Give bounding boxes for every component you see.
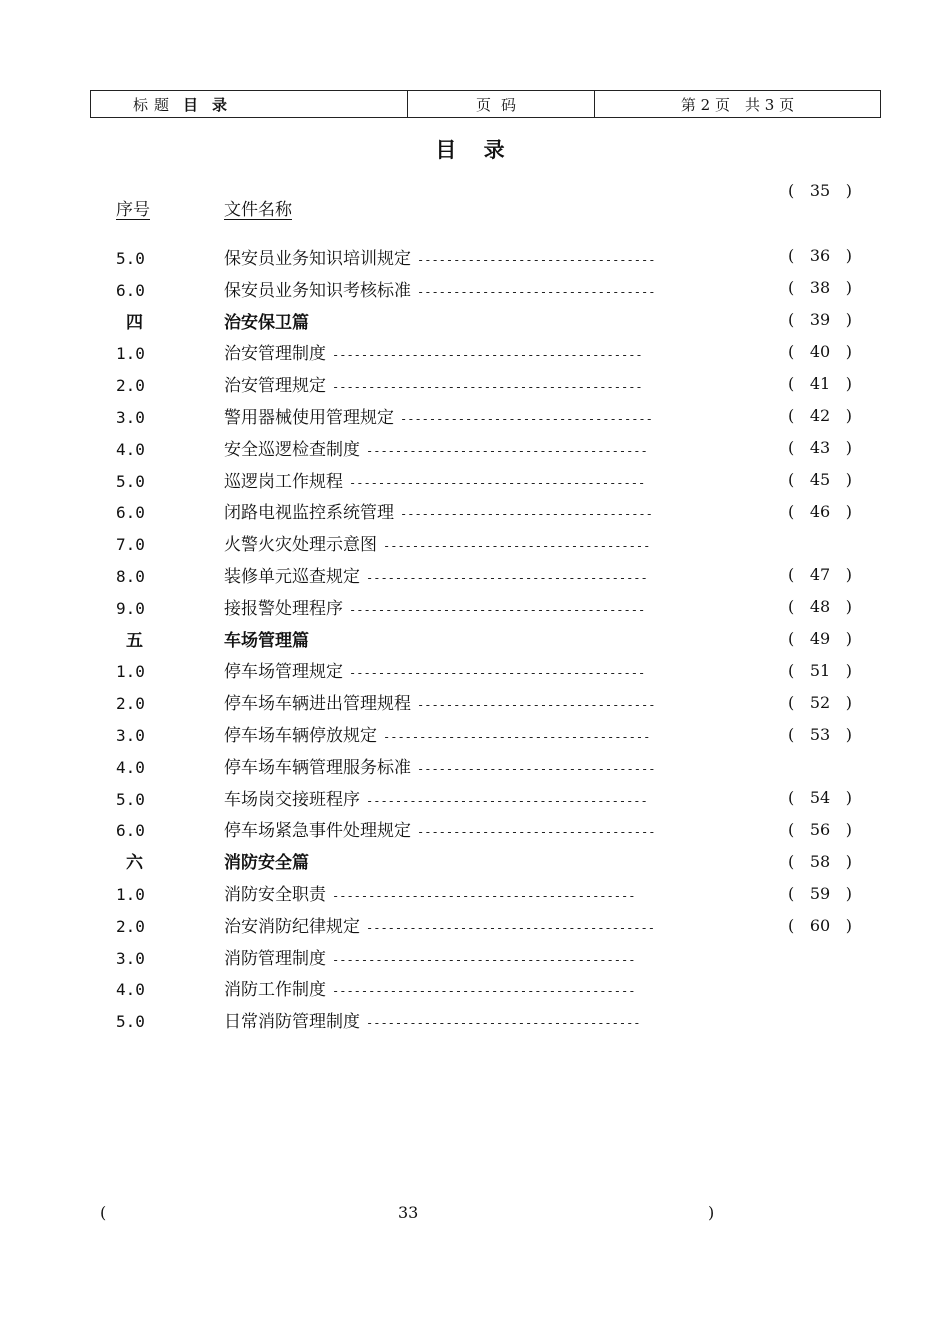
footer-right-paren: ) (708, 1203, 715, 1222)
page-ref-close-paren: ) (845, 693, 852, 712)
toc-title-text: 接报警处理程序 (224, 598, 343, 619)
toc-title-text: 停车场车辆管理服务标准 (224, 757, 411, 778)
column-header-number: 序号 (116, 200, 150, 220)
page-ref-number: 49 (809, 629, 831, 648)
page-ref (788, 272, 852, 304)
toc-leader-dashes: ------------------------------------------- (332, 380, 643, 395)
toc-leader-dashes: --------------------------------------- (366, 443, 648, 458)
toc-title (224, 784, 648, 817)
toc-title (224, 656, 645, 689)
toc-leader-dashes: ----------------------------------------- (349, 602, 646, 617)
page-ref (788, 814, 852, 846)
toc-number: 4.0 (116, 980, 145, 1000)
toc-row (0, 974, 950, 1006)
page-ref-open-paren: ( (788, 342, 795, 361)
page-ref (788, 846, 852, 878)
toc-leader-dashes: ----------------------------------------- (349, 666, 646, 681)
toc-title (224, 243, 655, 276)
page-ref (788, 719, 852, 751)
toc-number: 5.0 (116, 1012, 145, 1032)
page-ref-number: 58 (809, 852, 831, 871)
toc-title-text: 保安员业务知识考核标准 (224, 280, 411, 301)
toc-title (224, 466, 645, 499)
toc-title-text: 日常消防管理制度 (224, 1012, 360, 1033)
header-page-label: 页码 (475, 95, 526, 114)
toc-number: 六 (126, 853, 143, 874)
page-ref-close-paren: ) (845, 438, 852, 457)
toc-row (0, 529, 950, 561)
page-ref-open-paren: ( (788, 502, 795, 521)
page-ref-number: 35 (809, 181, 831, 200)
page-ref-close-paren: ) (845, 310, 852, 329)
toc-title-text: 消防安全篇 (224, 853, 309, 874)
toc-leader-dashes: ------------------------------------- (383, 730, 651, 744)
page-ref-open-paren: ( (788, 470, 795, 489)
page-ref (788, 687, 852, 719)
toc-number: 4.0 (116, 439, 145, 459)
page-ref-number: 46 (809, 502, 831, 521)
toc-leader-dashes: -------------------------------------- (366, 1016, 641, 1031)
page-ref (788, 878, 852, 910)
page-ref-close-paren: ) (845, 820, 852, 839)
page-ref-close-paren: ) (845, 661, 852, 680)
toc-number: 6.0 (116, 821, 145, 841)
header-page-info-cell (594, 91, 880, 117)
toc-leader-dashes: ------------------------------------------- (332, 348, 643, 363)
page-ref-number: 40 (809, 342, 831, 361)
toc-title-text: 治安管理规定 (224, 376, 326, 397)
toc-number: 5.0 (116, 471, 145, 491)
page-ref-number: 60 (809, 916, 831, 935)
toc-title (224, 275, 655, 308)
toc-number: 6.0 (116, 280, 145, 300)
toc-title (224, 1006, 641, 1039)
toc-number: 4.0 (116, 757, 145, 777)
page-ref-open-paren: ( (788, 629, 795, 648)
toc-title-text: 停车场车辆进出管理规程 (224, 694, 411, 715)
header-page-label-cell (407, 91, 594, 117)
page-ref (788, 400, 852, 432)
toc-row (0, 1006, 950, 1038)
toc-row (0, 943, 950, 975)
page-ref-number: 53 (809, 725, 831, 744)
column-header-name: 文件名称 (224, 200, 292, 220)
page-ref (788, 368, 852, 400)
page-ref-close-paren: ) (845, 181, 852, 200)
page-ref-open-paren: ( (788, 374, 795, 393)
toc-title (224, 625, 309, 657)
toc-title-text: 警用器械使用管理规定 (224, 408, 394, 428)
page-ref-number: 43 (809, 438, 831, 457)
toc-number: 1.0 (116, 885, 145, 904)
toc-title-text: 停车场紧急事件处理规定 (224, 821, 411, 842)
toc-title-text: 治安消防纪律规定 (224, 916, 360, 937)
page-ref-number: 59 (809, 884, 831, 903)
toc-title (224, 911, 655, 944)
page-ref-number: 45 (809, 470, 831, 489)
page-ref-close-paren: ) (845, 278, 852, 297)
toc-title-text: 巡逻岗工作规程 (224, 471, 343, 492)
toc-title (224, 307, 309, 339)
header-table (90, 90, 881, 118)
toc-number: 3.0 (116, 948, 145, 968)
page-ref-open-paren: ( (788, 565, 795, 584)
page-ref-open-paren: ( (788, 438, 795, 457)
toc-number: 2.0 (116, 694, 145, 714)
toc-title (224, 688, 655, 721)
page-ref-number: 41 (809, 374, 831, 393)
toc-title-text: 消防管理制度 (224, 948, 326, 969)
page-ref (788, 559, 852, 591)
toc-title-text: 闭路电视监控系统管理 (224, 503, 394, 524)
toc-title (224, 847, 309, 879)
page-ref-close-paren: ) (845, 502, 852, 521)
page-ref (788, 910, 852, 942)
toc-leader-dashes: --------------------------------- (417, 284, 656, 299)
page-ref-number: 52 (809, 693, 831, 712)
toc-title (224, 497, 653, 530)
header-title-value: 目录 (183, 95, 242, 114)
toc-number: 2.0 (116, 916, 145, 936)
page-ref-open-paren: ( (788, 406, 795, 425)
page-ref-open-paren: ( (788, 181, 795, 200)
toc-title (224, 974, 635, 1007)
page-ref-close-paren: ) (845, 565, 852, 584)
toc-title-text: 停车场管理规定 (224, 662, 343, 683)
toc-leader-dashes: ---------------------------------------- (366, 920, 655, 935)
toc-title-text: 火警火灾处理示意图 (224, 535, 377, 556)
page-ref (788, 336, 852, 368)
toc-title (224, 815, 655, 848)
page-ref-open-paren: ( (788, 852, 795, 871)
page-ref-number: 39 (809, 310, 831, 329)
document-title: 目 录 (435, 137, 515, 162)
page-ref-number: 54 (809, 788, 831, 807)
toc-title (224, 434, 648, 467)
toc-title-text: 安全巡逻检查制度 (224, 439, 360, 460)
toc-title (224, 370, 643, 403)
page-ref (788, 623, 852, 655)
page-ref (788, 496, 852, 528)
page-ref-number: 56 (809, 820, 831, 839)
page-ref-close-paren: ) (845, 852, 852, 871)
page-ref-close-paren: ) (845, 342, 852, 361)
toc-leader-dashes: ------------------------------------------ (332, 952, 636, 967)
toc-number: 3.0 (116, 726, 145, 745)
page-ref-open-paren: ( (788, 278, 795, 297)
page-ref-number: 51 (809, 661, 831, 680)
toc-title (224, 752, 655, 785)
toc-number: 1.0 (116, 662, 145, 682)
page-ref (788, 240, 852, 272)
toc-number: 9.0 (116, 598, 145, 618)
page-ref-open-paren: ( (788, 661, 795, 680)
page-ref-close-paren: ) (845, 629, 852, 648)
toc-title (224, 593, 645, 626)
page-ref-close-paren: ) (845, 725, 852, 744)
toc-number: 6.0 (116, 503, 145, 523)
toc-title (224, 402, 653, 435)
toc-number: 5.0 (116, 249, 145, 268)
toc-title-text: 治安保卫篇 (224, 312, 309, 333)
toc-number: 1.0 (116, 344, 145, 364)
page-ref-number: 48 (809, 597, 831, 616)
page-ref-number: 38 (809, 278, 831, 297)
page-ref-close-paren: ) (845, 246, 852, 265)
toc-title (224, 529, 650, 562)
toc-title-text: 治安管理制度 (224, 344, 326, 365)
toc-number: 2.0 (116, 376, 145, 396)
toc-leader-dashes: ------------------------------------- (383, 539, 651, 554)
toc-title (224, 720, 650, 753)
toc-number: 5.0 (116, 789, 145, 809)
toc-title-text: 停车场车辆停放规定 (224, 726, 377, 746)
toc-number: 五 (126, 630, 143, 651)
page-ref-open-paren: ( (788, 693, 795, 712)
toc-leader-dashes: ------------------------------------------ (332, 889, 636, 903)
toc-leader-dashes: --------------------------------- (417, 825, 656, 840)
toc-title (224, 338, 643, 371)
header-page-info: 第 2 页 共 3 页 (680, 95, 795, 114)
page-ref (788, 782, 852, 814)
page-ref-number: 36 (809, 246, 831, 265)
page-ref (788, 304, 852, 336)
toc-title (224, 561, 648, 594)
page-ref-open-paren: ( (788, 246, 795, 265)
page-ref-close-paren: ) (845, 597, 852, 616)
toc-number: 7.0 (116, 535, 145, 555)
page-ref (788, 655, 852, 687)
toc-leader-dashes: --------------------------------- (417, 761, 656, 776)
page-ref-close-paren: ) (845, 374, 852, 393)
toc-leader-dashes: ----------------------------------- (400, 507, 653, 522)
toc-leader-dashes: ----------------------------------------- (349, 475, 646, 490)
page-ref-open-paren: ( (788, 820, 795, 839)
toc-title-text: 装修单元巡查规定 (224, 567, 360, 587)
page-ref-open-paren: ( (788, 884, 795, 903)
footer-left-paren: ( (100, 1203, 107, 1222)
toc-title-text: 消防工作制度 (224, 980, 326, 1001)
toc-number: 3.0 (116, 408, 145, 427)
page-ref (788, 432, 852, 464)
toc-title-text: 车场岗交接班程序 (224, 789, 360, 810)
page-ref-close-paren: ) (845, 406, 852, 425)
toc-title-text: 保安员业务知识培训规定 (224, 249, 411, 269)
page-ref-close-paren: ) (845, 470, 852, 489)
toc-title-text: 车场管理篇 (224, 630, 309, 651)
toc-leader-dashes: ------------------------------------------ (332, 984, 636, 999)
toc-title (224, 879, 635, 912)
toc-row (0, 752, 950, 784)
page-ref-open-paren: ( (788, 916, 795, 935)
page-ref (788, 591, 852, 623)
toc-title-text: 消防安全职责 (224, 885, 326, 905)
page-ref-open-paren: ( (788, 310, 795, 329)
page-ref-open-paren: ( (788, 725, 795, 744)
toc-leader-dashes: --------------------------------- (417, 253, 656, 267)
header-title-cell (91, 91, 407, 117)
page-ref-open-paren: ( (788, 788, 795, 807)
toc-leader-dashes: --------------------------------------- (366, 571, 648, 585)
page-ref-close-paren: ) (845, 884, 852, 903)
toc-leader-dashes: ----------------------------------- (400, 412, 653, 426)
page-ref-number: 42 (809, 406, 831, 425)
page-ref-open-paren: ( (788, 597, 795, 616)
header-title-label: 标题 (133, 95, 176, 114)
toc-number: 四 (126, 312, 143, 333)
toc-number: 8.0 (116, 567, 145, 586)
toc-leader-dashes: --------------------------------- (417, 698, 656, 713)
page-ref-close-paren: ) (845, 916, 852, 935)
page-ref (788, 175, 852, 207)
footer-page-number: 33 (398, 1203, 419, 1222)
page-ref-number: 47 (809, 565, 831, 584)
page-ref (788, 464, 852, 496)
page-ref-close-paren: ) (845, 788, 852, 807)
toc-title (224, 943, 635, 976)
toc-leader-dashes: --------------------------------------- (366, 793, 648, 808)
